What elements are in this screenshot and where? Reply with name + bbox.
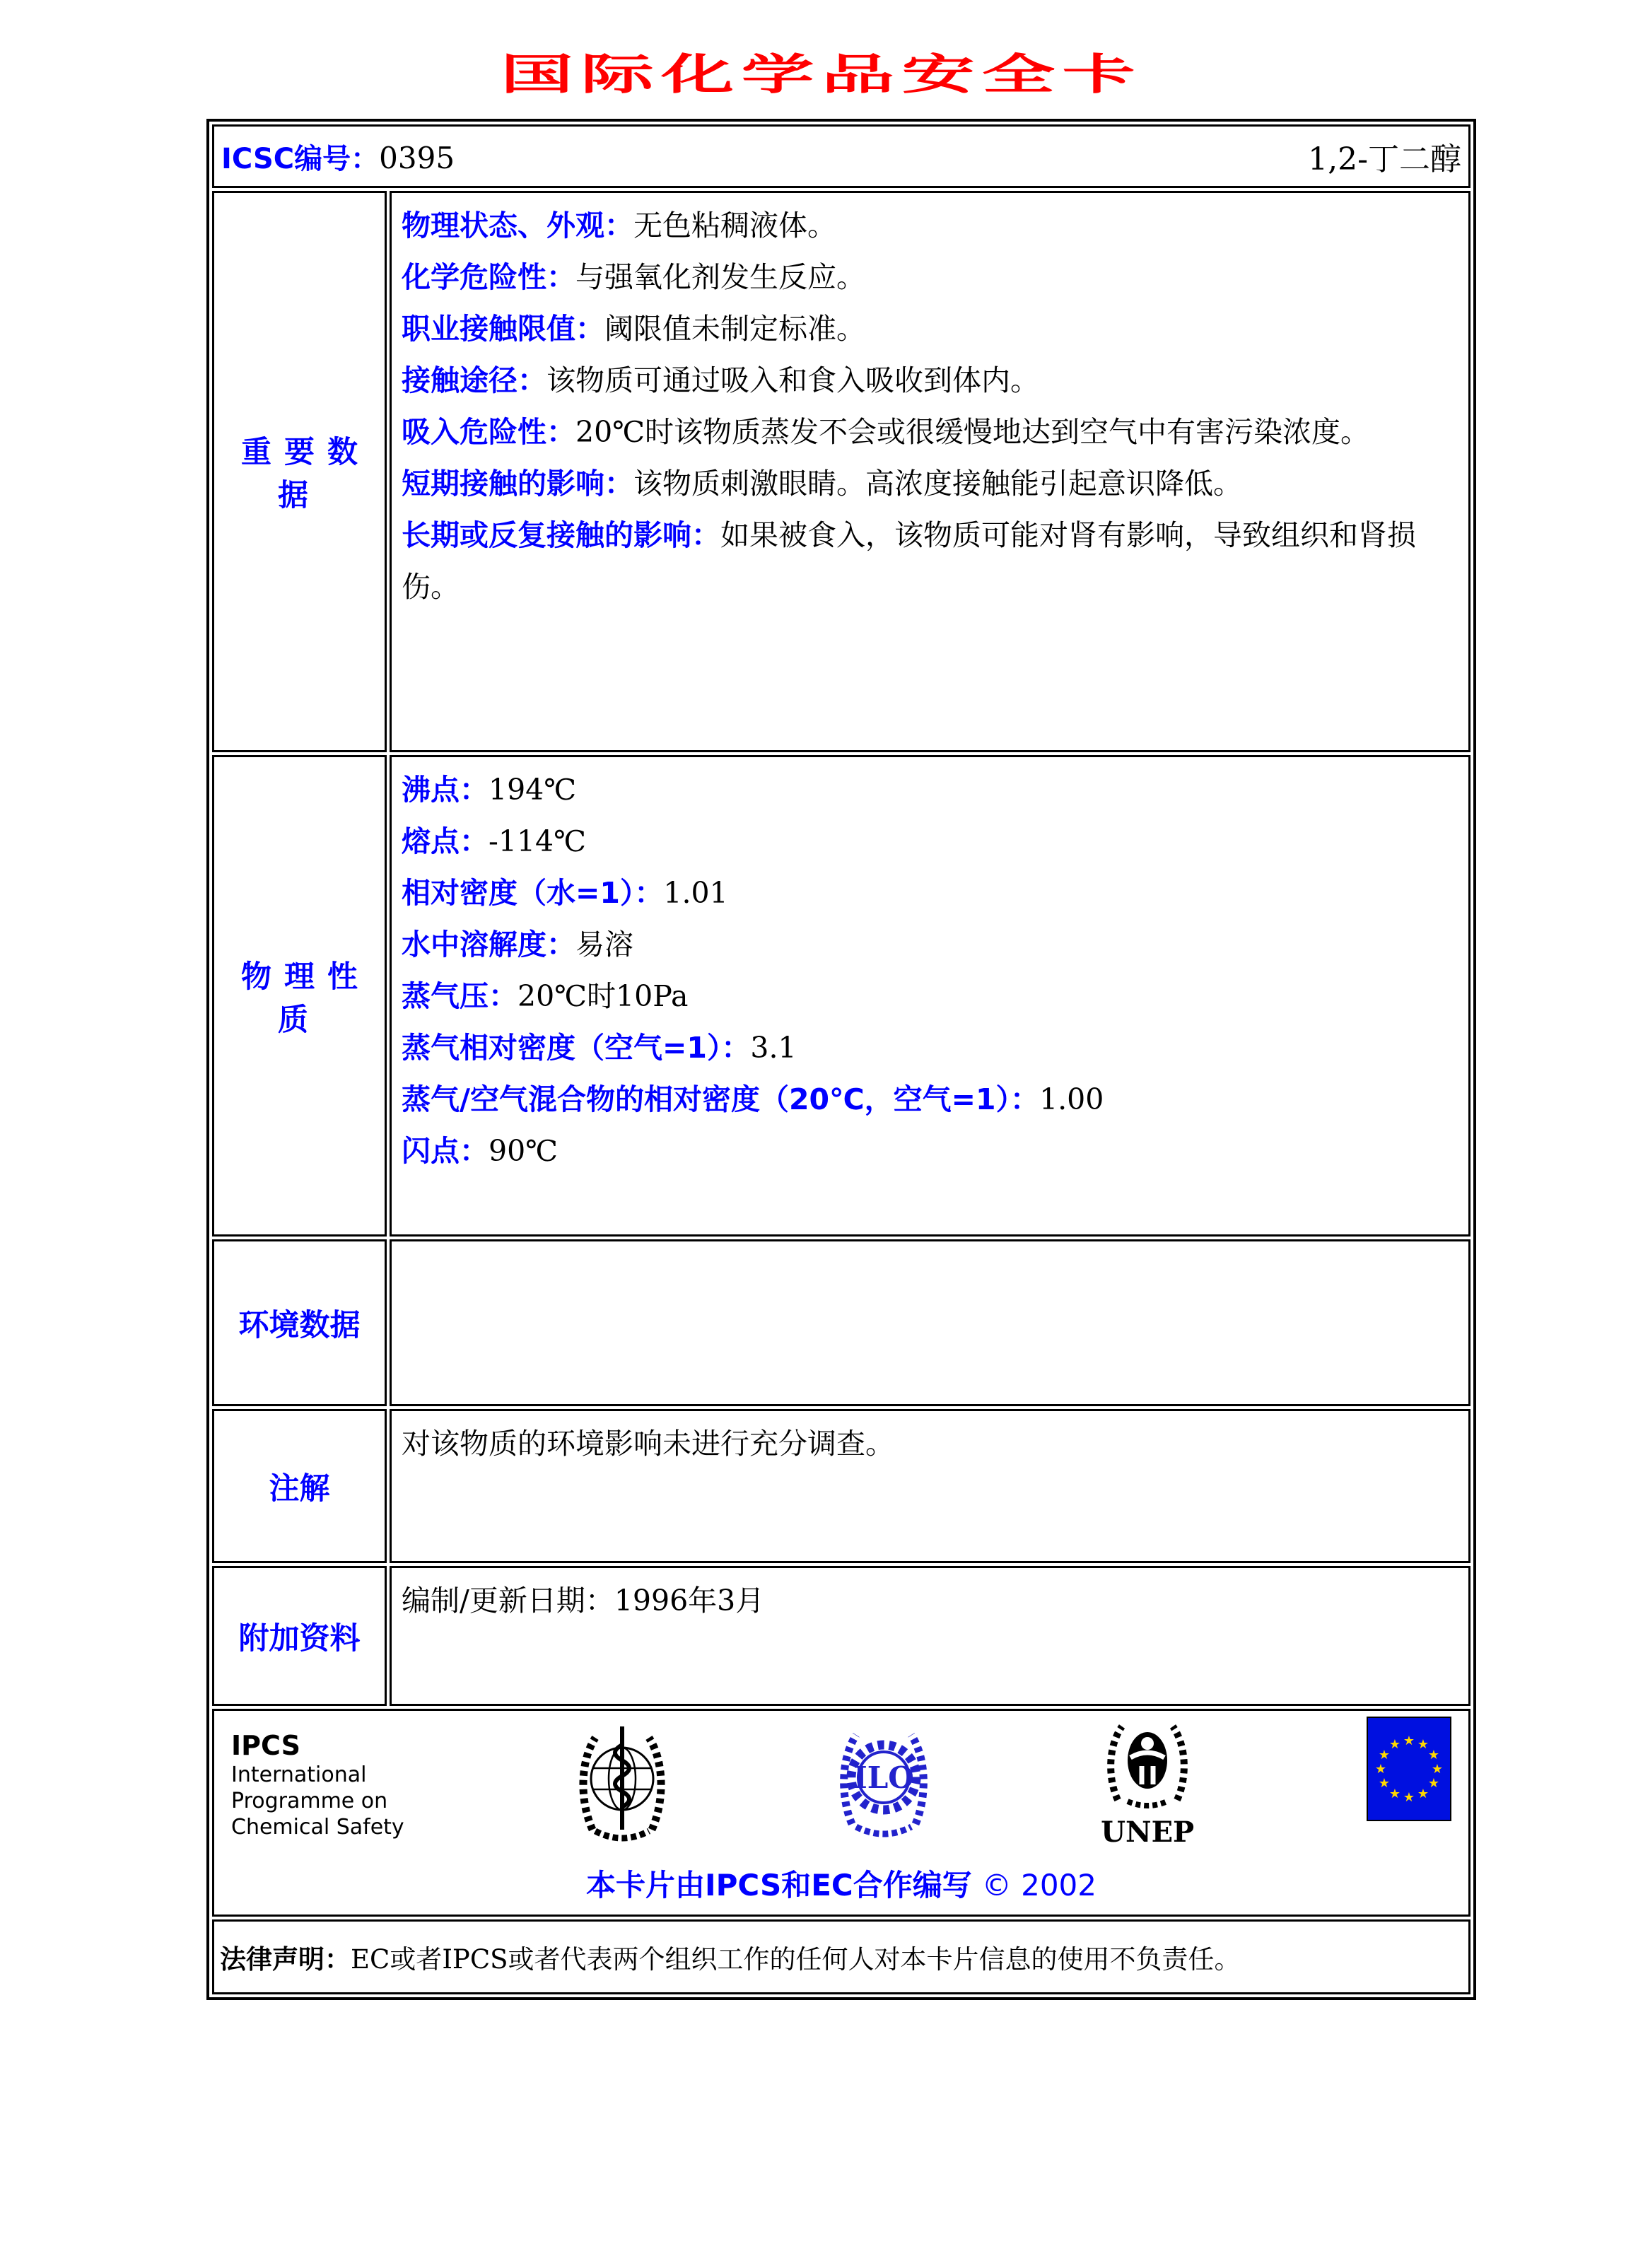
field-vapor-air-mixture-density: 蒸气/空气混合物的相对密度（20℃，空气=1）：1.00	[402, 1082, 1104, 1116]
field-long-term-effects: 长期或反复接触的影响：如果被食入，该物质可能对肾有影响，导致组织和肾损伤。	[402, 518, 1416, 604]
svg-text:★: ★	[1388, 1787, 1401, 1801]
environmental-data-row	[212, 1239, 1470, 1406]
header-row	[212, 124, 1470, 188]
section-label-notes: 注解	[212, 1409, 387, 1563]
icsc-number-value: 0395	[379, 140, 455, 175]
field-occupational-limit: 职业接触限值：阈限值未制定标准。	[402, 312, 865, 346]
svg-text:★: ★	[1427, 1748, 1440, 1763]
svg-text:★: ★	[1374, 1762, 1387, 1777]
legal-row	[212, 1919, 1470, 1994]
section-label-important-data: 重要数据	[212, 191, 387, 752]
chemical-name: 1,2-丁二醇	[1308, 141, 1461, 177]
field-relative-density: 相对密度（水=1）：1.01	[402, 876, 728, 910]
field-water-solubility: 水中溶解度：易溶	[402, 928, 633, 961]
ipcs-acronym: IPCS	[231, 1730, 300, 1761]
legal-notice-text: EC或者IPCS或者代表两个组织工作的任何人对本卡片信息的使用不负责任。	[351, 1944, 1241, 1975]
logos-row	[212, 1709, 1470, 1917]
field-flash-point: 闪点：90℃	[402, 1134, 559, 1168]
ipcs-block: IPCS International Programme on Chemical Safety	[231, 1730, 404, 1840]
svg-text:★: ★	[1417, 1787, 1429, 1801]
copyright-text: © 2002	[981, 1868, 1097, 1902]
section-label-physical-properties: 物理性质	[212, 755, 387, 1237]
legal-notice-label: 法律声明：	[220, 1944, 351, 1975]
svg-text:★: ★	[1417, 1737, 1429, 1752]
eu-flag-icon	[1367, 1717, 1451, 1821]
additional-info-content: 编制/更新日期：1996年3月	[390, 1566, 1470, 1706]
field-vapor-relative-density: 蒸气相对密度（空气=1）：3.1	[402, 1031, 797, 1065]
ilo-logo-icon	[839, 1717, 928, 1851]
unep-logo-text: UNEP	[1101, 1816, 1195, 1849]
svg-text:★: ★	[1431, 1762, 1444, 1777]
environmental-data-content	[390, 1239, 1470, 1406]
svg-text:★: ★	[1378, 1776, 1391, 1791]
field-melting-point: 熔点：-114℃	[402, 824, 586, 858]
page-title	[0, 41, 1643, 102]
notes-row	[212, 1409, 1470, 1563]
physical-properties-content	[390, 755, 1470, 1237]
legal-notice	[212, 1919, 1470, 1994]
field-chemical-danger: 化学危险性：与强氧化剂发生反应。	[402, 260, 865, 294]
notes-content: 对该物质的环境影响未进行充分调查。	[390, 1409, 1470, 1563]
important-data-content	[390, 191, 1470, 752]
icsc-number-label: ICSC编号：	[221, 142, 380, 175]
unep-logo-icon	[1101, 1717, 1194, 1847]
field-boiling-point: 沸点：194℃	[402, 773, 577, 807]
additional-info-row	[212, 1566, 1470, 1706]
svg-text:★: ★	[1403, 1790, 1415, 1805]
icsc-number-group	[221, 136, 455, 177]
field-inhalation-risk: 吸入危险性：20℃时该物质蒸发不会或很缓慢地达到空气中有害污染浓度。	[402, 415, 1370, 449]
section-label-additional-info: 附加资料	[212, 1566, 387, 1706]
physical-properties-row	[212, 755, 1470, 1237]
caption-text: 本卡片由IPCS和EC合作编写	[585, 1868, 972, 1902]
svg-text:★: ★	[1427, 1776, 1440, 1791]
field-short-term-effects: 短期接触的影响：该物质刺激眼睛。高浓度接触能引起意识降低。	[402, 467, 1242, 501]
safety-card-table	[206, 119, 1476, 2000]
field-exposure-routes: 接触途径：该物质可通过吸入和食入吸收到体内。	[402, 363, 1039, 397]
important-data-row	[212, 191, 1470, 752]
who-logo-icon	[577, 1717, 667, 1855]
svg-text:ILO: ILO	[853, 1760, 915, 1795]
svg-text:★: ★	[1403, 1734, 1415, 1748]
field-physical-state: 物理状态、外观：无色粘稠液体。	[402, 209, 836, 242]
svg-text:★: ★	[1388, 1737, 1401, 1752]
field-vapor-pressure: 蒸气压：20℃时10Pa	[402, 979, 689, 1013]
cooperation-caption	[231, 1862, 1451, 1905]
page-title-text: 国际化学品安全卡	[500, 50, 1143, 100]
svg-text:★: ★	[1378, 1748, 1391, 1763]
section-label-environmental-data: 环境数据	[212, 1239, 387, 1406]
